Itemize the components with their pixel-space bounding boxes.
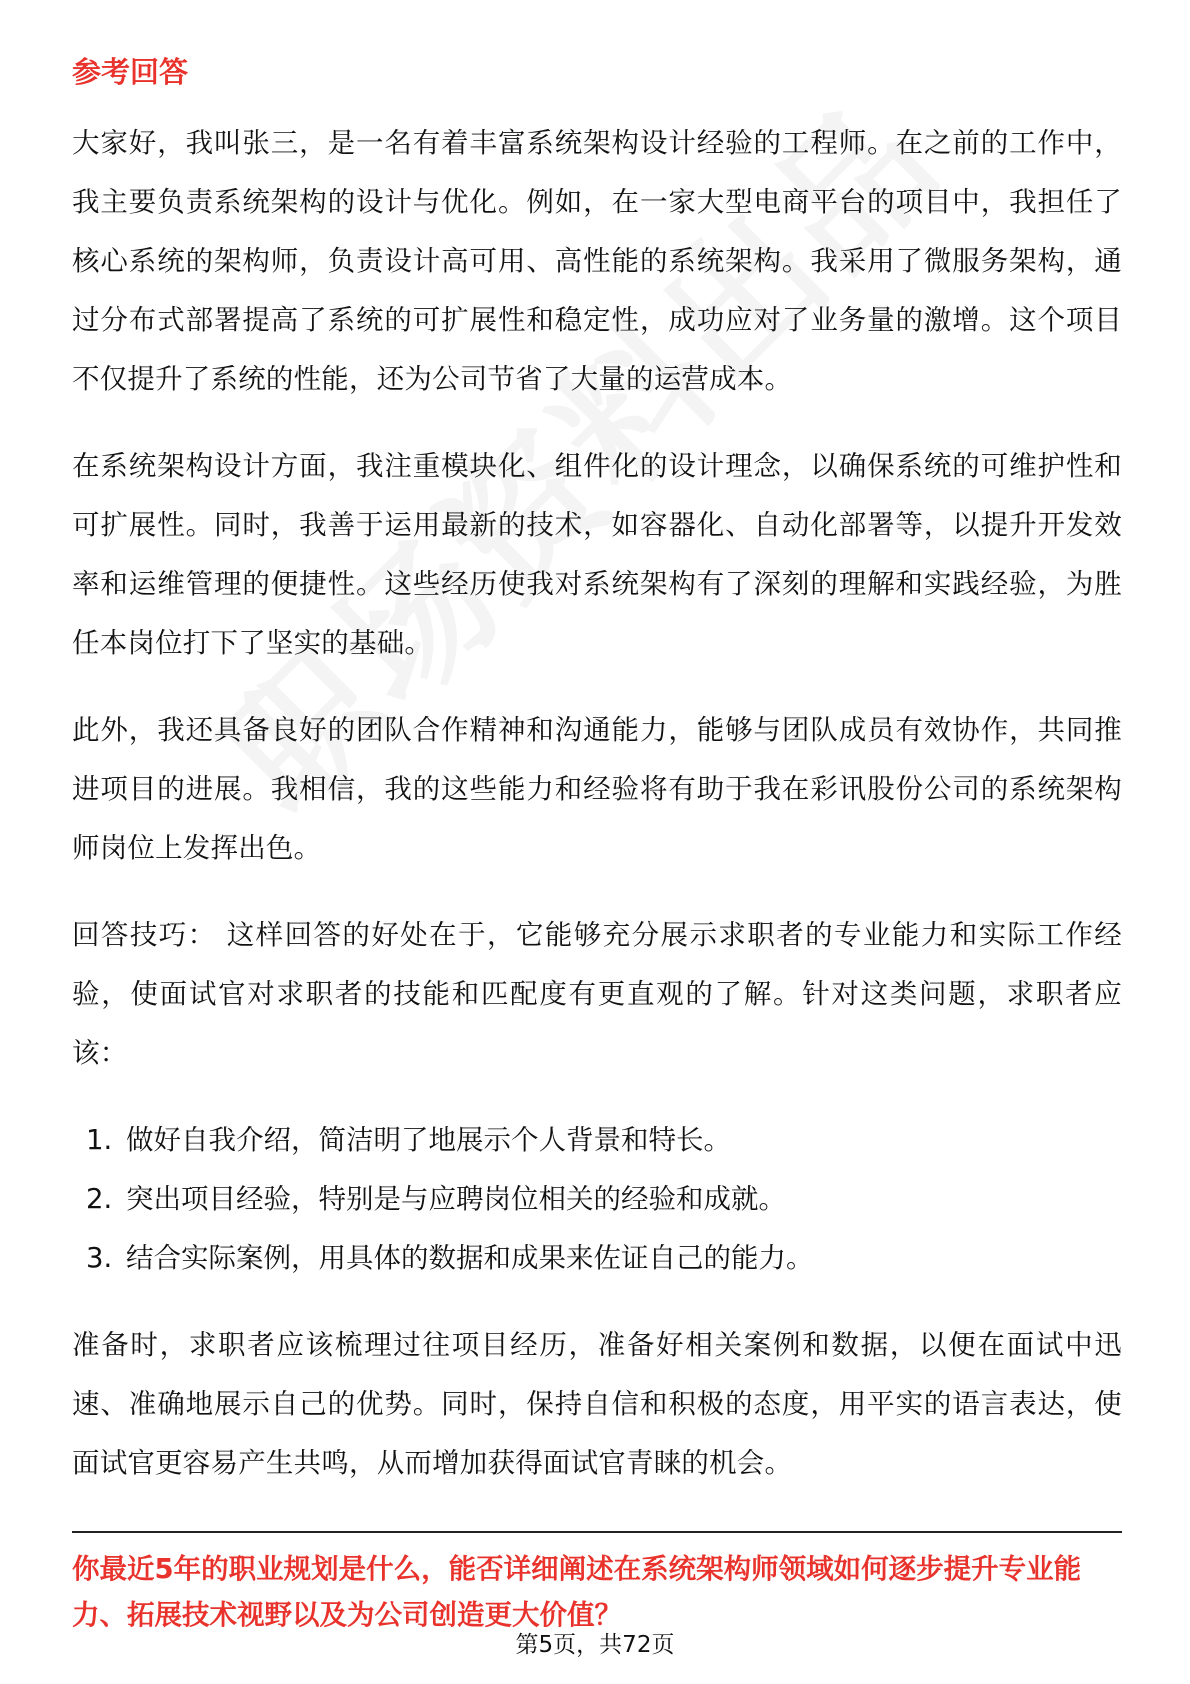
list-item-number: 1. — [86, 1124, 113, 1156]
list-item-number: 2. — [86, 1183, 113, 1215]
section-title: 参考回答 — [72, 55, 189, 89]
list-item-number: 3. — [86, 1242, 113, 1274]
answer-body — [72, 114, 1122, 1521]
list-item — [86, 1229, 1122, 1288]
list-item — [86, 1170, 1122, 1229]
list-item-text: 突出项目经验，特别是与应聘岗位相关的经验和成就。 — [126, 1183, 786, 1215]
next-question-heading: 你最近5年的职业规划是什么，能否详细阐述在系统架构师领域如何逐步提升专业能力、拓展技术视野以及为公司创造更大价值？ — [72, 1553, 1082, 1631]
tips-list — [72, 1111, 1122, 1288]
paragraph-design: 在系统架构设计方面，我注重模块化、组件化的设计理念，以确保系统的可维护性和可扩展性。同时，我善于运用最新的技术，如容器化、自动化部署等，以提升开发效率和运维管理的便捷性。这些经历使我对系统架构有了深刻的理解和实践经验，为胜任本岗位打下了坚实的基础。 — [72, 450, 1122, 659]
page-number: 第5页，共72页 — [515, 1632, 675, 1658]
paragraph-teamwork: 此外，我还具备良好的团队合作精神和沟通能力，能够与团队成员有效协作，共同推进项目的进展。我相信，我的这些能力和经验将有助于我在彩讯股份公司的系统架构师岗位上发挥出色。 — [72, 714, 1122, 864]
list-item — [86, 1111, 1122, 1170]
list-item-text: 结合实际案例，用具体的数据和成果来佐证自己的能力。 — [126, 1242, 814, 1274]
paragraph-closing: 准备时，求职者应该梳理过往项目经历，准备好相关案例和数据，以便在面试中迅速、准确地展示自己的优势。同时，保持自信和积极的态度，用平实的语言表达，使面试官更容易产生共鸣，从而增加获得面试官青睐的机会。 — [72, 1329, 1122, 1479]
list-item-text: 做好自我介绍，简洁明了地展示个人背景和特长。 — [126, 1124, 731, 1156]
section-divider — [72, 1531, 1122, 1533]
paragraph-tips-intro: 回答技巧： 这样回答的好处在于，它能够充分展示求职者的专业能力和实际工作经验，使面试官对求职者的技能和匹配度有更直观的了解。针对这类问题，求职者应该： — [72, 919, 1122, 1069]
paragraph-intro: 大家好，我叫张三，是一名有着丰富系统架构设计经验的工程师。在之前的工作中，我主要负责系统架构的设计与优化。例如，在一家大型电商平台的项目中，我担任了核心系统的架构师，负责设计高可用、高性能的系统架构。我采用了微服务架构，通过分布式部署提高了系统的可扩展性和稳定性，成功应对了业务量的激增。这个项目不仅提升了系统的性能，还为公司节省了大量的运营成本。 — [72, 127, 1122, 395]
